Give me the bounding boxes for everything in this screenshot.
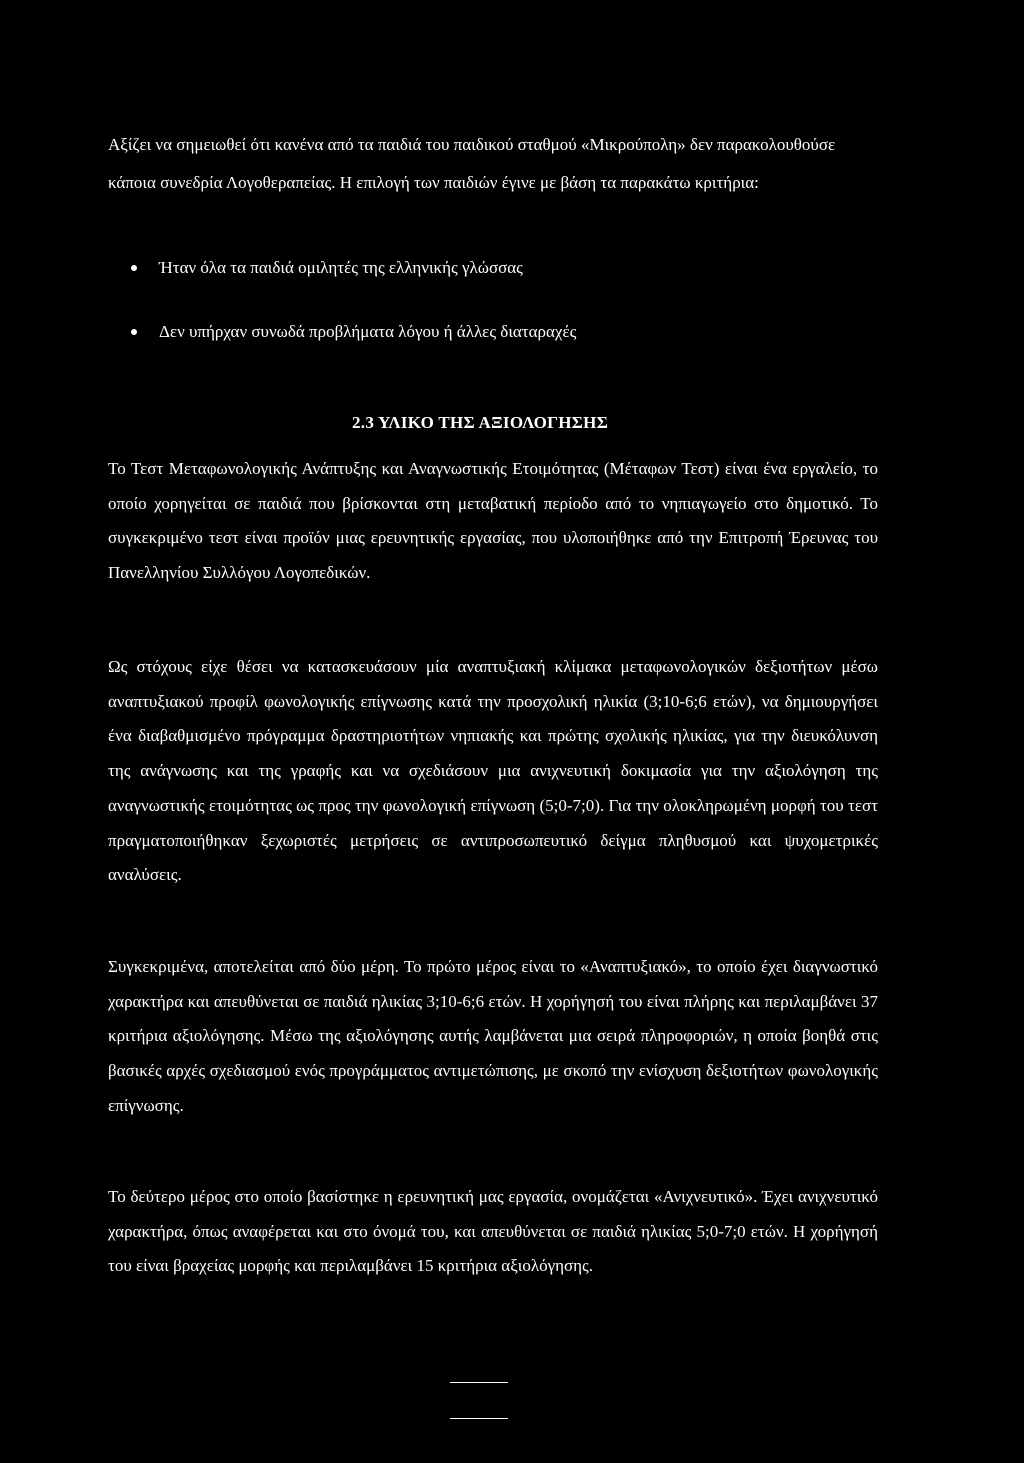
paragraph-text: Συγκεκριμένα, αποτελείται από δύο μέρη. Το πρώτο μέρος είναι το «Αναπτυξιακό», το οποίο έχει διαγνωστικό χαρακτήρα και απευθύνεται σε παιδιά ηλικίας 3;10-6;6 ετών. Η χορήγησή του είναι πλήρης και περιλαμβάνει 37 κριτήρια αξιολόγησης. Μέσω της αξιολόγησης αυτής λαμβάνεται μια σειρά πληροφοριών, η οποία βοηθά στις βασικές αρχές σχεδιασμού ενός προγράμματος αντιμετώπισης, με σκοπό την ενίσχυση δεξιοτήτων φωνολογικής επίγνωσης. xyxy=(108,957,878,1115)
body-paragraph-1 xyxy=(108,452,878,591)
bullet-icon xyxy=(131,329,137,335)
criteria-item xyxy=(131,314,871,349)
paragraph-text: Ως στόχους είχε θέσει να κατασκευάσουν μία αναπτυξιακή κλίμακα μεταφωνολογικών δεξιοτήτων μέσω αναπτυξιακού προφίλ φωνολογικής επίγνωσης κατά την προσχολική ηλικία (3;10-6;6 ετών), να δημιουργήσει ένα διαβαθμισμένο πρόγραμμα δραστηριοτήτων νηπιακής και πρώτης σχολικής ηλικίας, για την διευκόλυνση της ανάγνωσης και της γραφής και να σχεδιάσουν μια ανιχνευτική δοκιμασία για την αξιολόγηση της αναγνωστικής ετοιμότητας ως προς την φωνολογική επίγνωση (5;0-7;0). Για την ολοκληρωμένη μορφή του τεστ πραγματοποιήθηκαν ξεχωριστές μετρήσεις σε αντιπροσωπευτικό δείγμα πληθυσμού και ψυχομετρικές αναλύσεις. xyxy=(108,657,878,885)
body-paragraph-2 xyxy=(108,650,878,893)
criteria-item xyxy=(131,250,871,285)
paragraph-text: Το Τεστ Μεταφωνολογικής Ανάπτυξης και Αναγνωστικής Ετοιμότητας (Μέταφων Τεστ) είναι ένα εργαλείο, το οποίο χορηγείται σε παιδιά που βρίσκονται στη μεταβατική περίοδο από το νηπιαγωγείο στο δημοτικό. Το συγκεκριμένο τεστ είναι προϊόν μιας ερευνητικής εργασίας, που υλοποιήθηκε από την Επιτροπή Έρευνας του Πανελληνίου Συλλόγου Λογοπεδικών. xyxy=(108,459,878,583)
paragraph-text: Το δεύτερο μέρος στο οποίο βασίστηκε η ερευνητική μας εργασία, ονομάζεται «Ανιχνευτικό». Έχει ανιχνευτικό χαρακτήρα, όπως αναφέρεται και στο όνομά του, και απευθύνεται σε παιδιά ηλικίας 5;0-7;0 ετών. Η χορήγησή του είναι βραχείας μορφής και περιλαμβάνει 15 κριτήρια αξιολόγησης. xyxy=(108,1187,878,1276)
body-paragraph-4 xyxy=(108,1180,878,1284)
separator-rule xyxy=(450,1382,508,1383)
intro-paragraph xyxy=(108,126,878,201)
separator-rule xyxy=(450,1418,508,1419)
criteria-list xyxy=(131,250,871,378)
section-heading: 2.3 ΥΛΙΚΟ ΤΗΣ ΑΞΙΟΛΟΓΗΣΗΣ xyxy=(352,413,609,432)
body-paragraph-3 xyxy=(108,950,878,1124)
criteria-item-text: Δεν υπήρχαν συνωδά προβλήματα λόγου ή άλλες διαταραχές xyxy=(159,322,577,341)
bullet-icon xyxy=(131,265,137,271)
intro-text: Αξίζει να σημειωθεί ότι κανένα από τα παιδιά του παιδικού σταθμού «Μικρούπολη» δεν παρακολουθούσε κάποια συνεδρία Λογοθεραπείας. Η επιλογή των παιδιών έγινε με βάση τα παρακάτω κριτήρια: xyxy=(108,135,836,192)
criteria-item-text: Ήταν όλα τα παιδιά ομιλητές της ελληνικής γλώσσας xyxy=(159,258,523,277)
